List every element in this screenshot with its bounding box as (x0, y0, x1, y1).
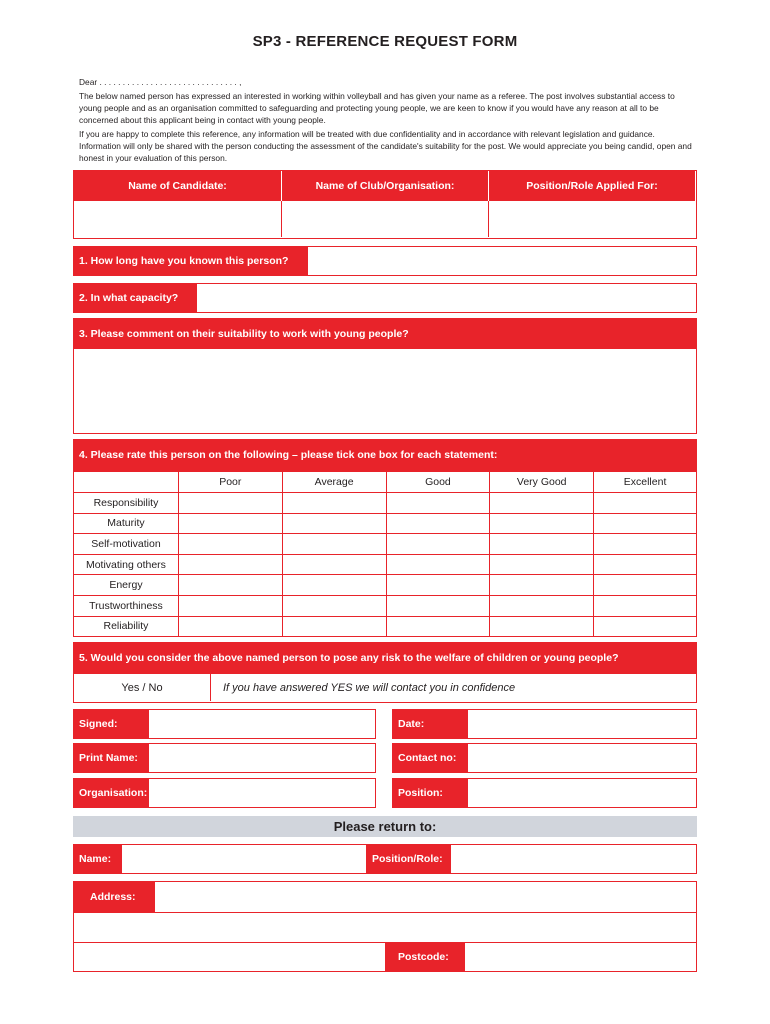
signed-row (73, 709, 376, 739)
organisation-row (73, 778, 376, 808)
rating-checkbox[interactable] (594, 554, 697, 575)
rating-corner (74, 472, 179, 493)
contact-label: Contact no: (398, 752, 457, 764)
date-label: Date: (398, 718, 425, 730)
rating-row-label: Motivating others (74, 554, 179, 575)
rating-checkbox[interactable] (490, 575, 594, 596)
position-header: Position/Role Applied For: (526, 180, 658, 192)
rating-checkbox[interactable] (178, 575, 282, 596)
rating-checkbox[interactable] (490, 554, 594, 575)
rating-checkbox[interactable] (594, 493, 697, 514)
rating-col-excellent: Excellent (594, 472, 697, 493)
rating-checkbox[interactable] (386, 575, 490, 596)
position-label: Position: (398, 787, 443, 799)
contact-row (392, 743, 697, 773)
rating-checkbox[interactable] (282, 534, 386, 555)
rating-checkbox[interactable] (386, 534, 490, 555)
rating-checkbox[interactable] (178, 534, 282, 555)
return-name-row (73, 844, 697, 874)
rating-checkbox[interactable] (282, 616, 386, 637)
position-input[interactable] (467, 779, 696, 807)
rating-checkbox[interactable] (386, 616, 490, 637)
rating-row-label: Trustworthiness (74, 595, 179, 616)
rating-checkbox[interactable] (490, 493, 594, 514)
club-header: Name of Club/Organisation: (315, 180, 455, 192)
rating-checkbox[interactable] (386, 513, 490, 534)
print-name-input[interactable] (148, 744, 375, 772)
q3-block (73, 318, 697, 434)
rating-checkbox[interactable] (594, 575, 697, 596)
page-title: SP3 - REFERENCE REQUEST FORM (252, 33, 518, 50)
q5-label: 5. Would you consider the above named person to pose any risk to the welfare of children or young people? (79, 652, 619, 664)
rating-checkbox[interactable] (386, 493, 490, 514)
rating-checkbox[interactable] (282, 513, 386, 534)
salutation: Dear . . . . . . . . . . . . . . . . . . . . . . . . . . . . . . , (79, 77, 242, 87)
candidate-name-input[interactable] (74, 201, 281, 237)
rating-col-average: Average (282, 472, 386, 493)
q1-row (73, 246, 697, 276)
intro-paragraph-1: The below named person has expressed an interested in working within volleyball and has given your name as a referee. The post involves substantial access to young people and as an organisation committed to safeguarding and protecting young people, we are keen to know if you would have any reason at all to be concerned about this applicant being in contact with young people. (79, 91, 675, 125)
signed-label: Signed: (79, 718, 118, 730)
rating-checkbox[interactable] (282, 493, 386, 514)
q1-label: 1. How long have you known this person? (79, 255, 289, 267)
rating-checkbox[interactable] (282, 554, 386, 575)
rating-table (73, 471, 697, 637)
position-input[interactable] (488, 201, 695, 237)
print-name-label: Print Name: (79, 752, 138, 764)
postcode-label: Postcode: (398, 950, 449, 963)
candidate-table (73, 170, 697, 239)
rating-row-label: Self-motivation (74, 534, 179, 555)
q5-answer-row (73, 673, 697, 703)
rating-checkbox[interactable] (178, 554, 282, 575)
rating-checkbox[interactable] (490, 513, 594, 534)
postcode-input[interactable] (465, 942, 696, 971)
rating-checkbox[interactable] (594, 534, 697, 555)
return-name-input[interactable] (121, 845, 364, 873)
rating-checkbox[interactable] (594, 616, 697, 637)
rating-checkbox[interactable] (490, 534, 594, 555)
q1-input[interactable] (307, 247, 696, 275)
organisation-input[interactable] (148, 779, 375, 807)
rating-checkbox[interactable] (490, 616, 594, 637)
q2-label: 2. In what capacity? (79, 292, 179, 304)
position-row (392, 778, 697, 808)
candidate-name-header: Name of Candidate: (128, 180, 227, 192)
date-input[interactable] (467, 710, 696, 738)
return-name-label: Name: (79, 853, 112, 865)
q3-input[interactable] (74, 349, 696, 433)
address-line-3[interactable] (74, 942, 385, 971)
address-label: Address: (90, 891, 136, 903)
rating-col-poor: Poor (178, 472, 282, 493)
rating-checkbox[interactable] (594, 513, 697, 534)
contact-input[interactable] (467, 744, 696, 772)
q4-label: 4. Please rate this person on the following – please tick one box for each statement: (79, 449, 498, 461)
address-line-2[interactable] (74, 912, 696, 942)
rating-checkbox[interactable] (386, 554, 490, 575)
rating-checkbox[interactable] (490, 595, 594, 616)
rating-checkbox[interactable] (178, 595, 282, 616)
address-line-1[interactable] (154, 882, 696, 912)
intro-paragraph-2: If you are happy to complete this reference, any information will be treated with due confidentiality and in accordance with relevant legislation and guidance. Information will only be shared with the person conducting the assessment of the candidate's suitability for the post. We would appreciate you being candid, open and honest in your evaluation of this person. (79, 129, 692, 163)
return-position-label: Position/Role: (372, 853, 443, 865)
q5-header (73, 642, 697, 674)
q2-input[interactable] (196, 284, 696, 312)
club-input[interactable] (281, 201, 488, 237)
return-heading: Please return to: (73, 816, 697, 837)
print-name-row (73, 743, 376, 773)
rating-checkbox[interactable] (178, 513, 282, 534)
rating-checkbox[interactable] (178, 616, 282, 637)
q3-label: 3. Please comment on their suitability to work with young people? (79, 328, 409, 340)
yes-no-option[interactable]: Yes / No (121, 681, 163, 694)
rating-col-good: Good (386, 472, 490, 493)
rating-checkbox[interactable] (386, 595, 490, 616)
organisation-label: Organisation: (79, 787, 148, 799)
address-block (73, 881, 697, 972)
q2-row (73, 283, 697, 313)
q5-note: If you have answered YES we will contact you in confidence (210, 674, 696, 701)
date-row (392, 709, 697, 739)
return-position-input[interactable] (450, 845, 696, 873)
rating-checkbox[interactable] (282, 575, 386, 596)
rating-col-very-good: Very Good (490, 472, 594, 493)
rating-checkbox[interactable] (178, 493, 282, 514)
rating-checkbox[interactable] (594, 595, 697, 616)
rating-row-label: Responsibility (74, 493, 179, 514)
rating-row-label: Maturity (74, 513, 179, 534)
rating-checkbox[interactable] (282, 595, 386, 616)
q4-header (73, 439, 697, 471)
signed-input[interactable] (148, 710, 375, 738)
rating-row-label: Energy (74, 575, 179, 596)
rating-row-label: Reliability (74, 616, 179, 637)
